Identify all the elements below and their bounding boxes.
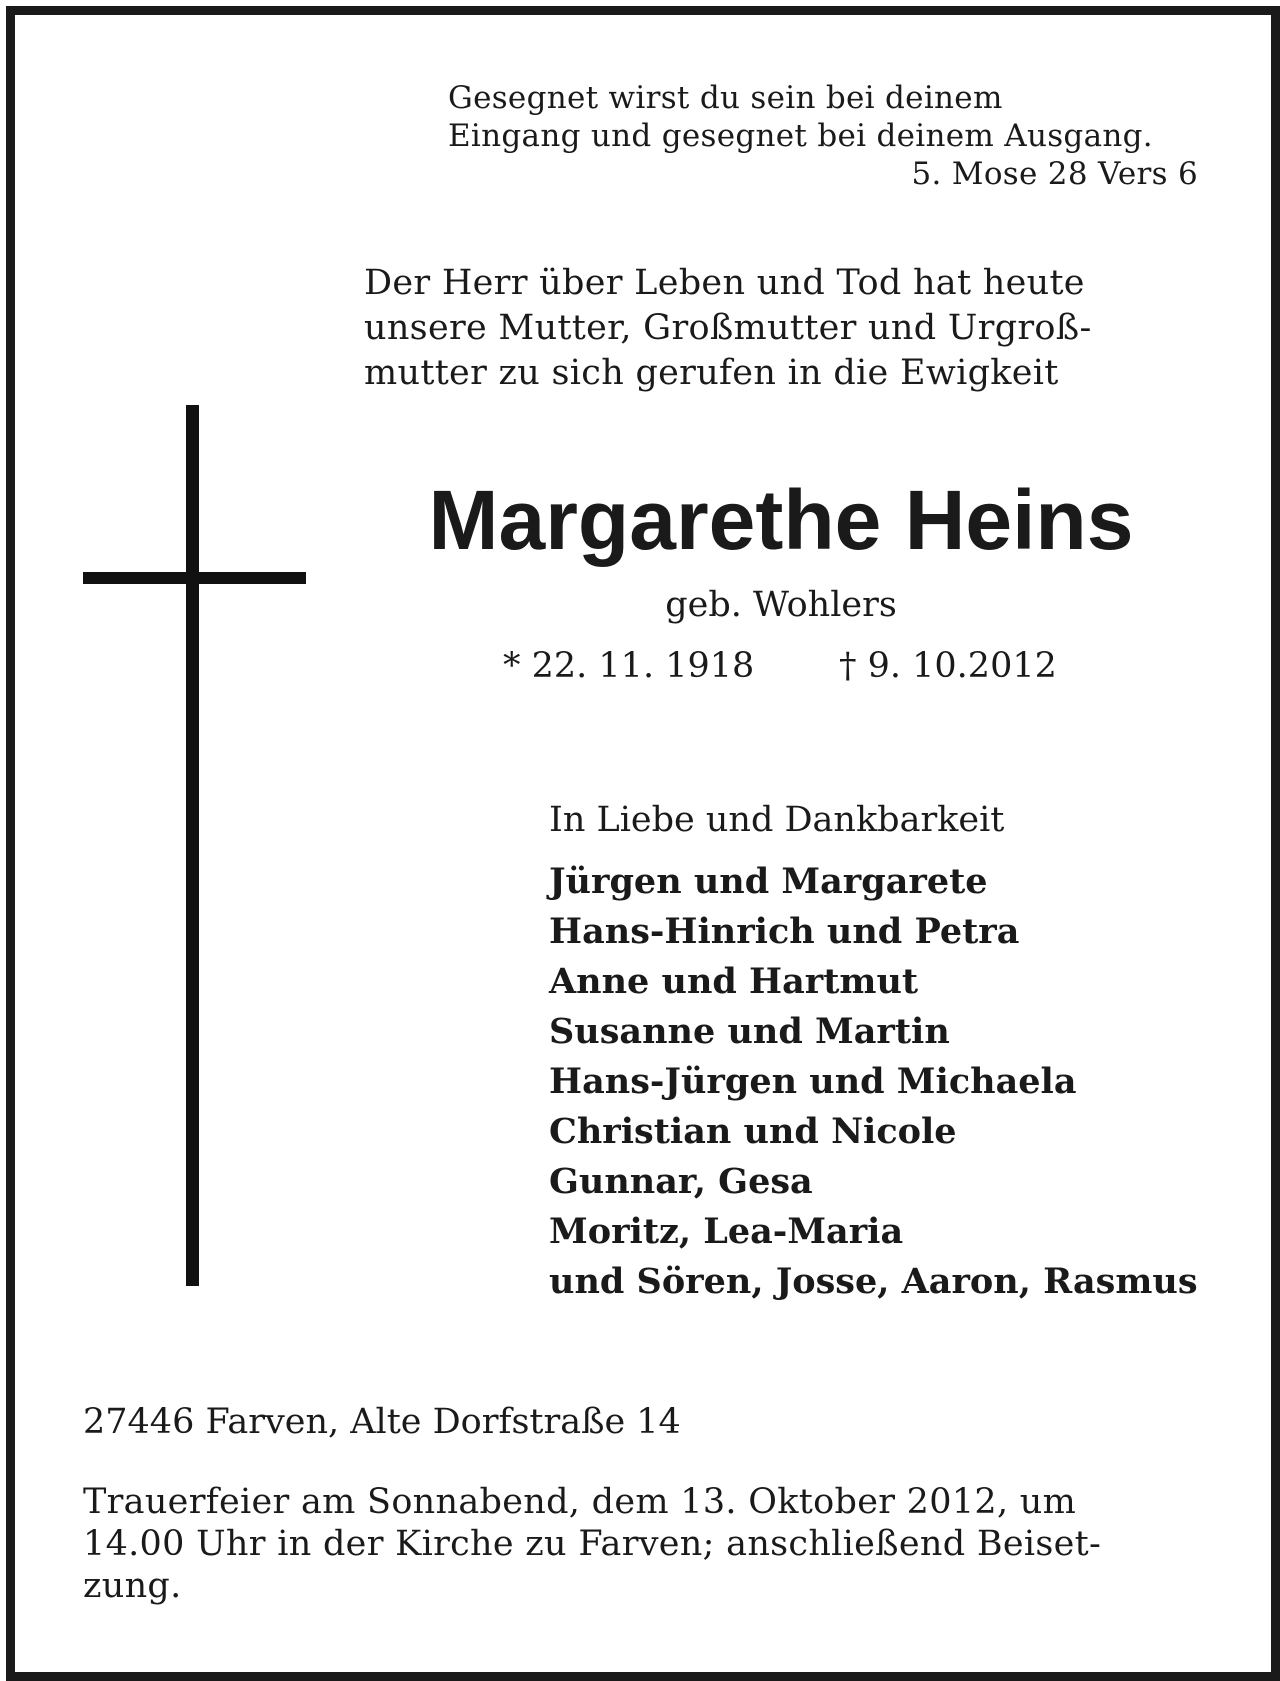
cross-icon-vertical-bar xyxy=(186,405,199,1286)
family-member: Anne und Hartmut xyxy=(549,961,919,1002)
birth-date: * 22. 11. 1918 xyxy=(503,646,755,686)
family-list xyxy=(549,857,1209,1307)
family-member: Christian und Nicole xyxy=(549,1111,957,1152)
service-line: zung. xyxy=(83,1566,182,1606)
family-member: Gunnar, Gesa xyxy=(549,1161,813,1202)
family-member: Hans-Hinrich und Petra xyxy=(549,911,1020,952)
intro-line: mutter zu sich gerufen in die Ewigkeit xyxy=(364,353,1059,393)
verse-line: Eingang und gesegnet bei deinem Ausgang. xyxy=(448,118,1153,154)
service-line: Trauerfeier am Sonnabend, dem 13. Oktober 2012, um xyxy=(83,1482,1077,1522)
verse-line: Gesegnet wirst du sein bei deinem xyxy=(448,80,1003,116)
family-member: Moritz, Lea-Maria xyxy=(549,1211,904,1252)
funeral-service-info xyxy=(83,1481,1198,1607)
service-line: 14.00 Uhr in der Kirche zu Farven; anschließend Beiset- xyxy=(83,1524,1102,1564)
cross-icon-horizontal-bar xyxy=(83,572,306,584)
family-signatures xyxy=(549,795,1209,1307)
mourner-address: 27446 Farven, Alte Dorfstraße 14 xyxy=(83,1402,681,1442)
family-member: Jürgen und Margarete xyxy=(549,861,988,902)
intro-line: unsere Mutter, Großmutter und Urgroß- xyxy=(364,308,1092,348)
family-member: Hans-Jürgen und Michaela xyxy=(549,1061,1077,1102)
intro-text xyxy=(364,261,1198,396)
intro-line: Der Herr über Leben und Tod hat heute xyxy=(364,263,1085,303)
obituary-notice xyxy=(6,6,1280,1681)
bible-verse xyxy=(448,79,1198,193)
verse-reference: 5. Mose 28 Vers 6 xyxy=(911,156,1198,192)
death-date: † 9. 10.2012 xyxy=(839,646,1057,686)
deceased-name: Margarethe Heins xyxy=(428,473,1134,567)
family-member: Susanne und Martin xyxy=(549,1011,950,1052)
family-greeting: In Liebe und Dankbarkeit xyxy=(549,800,1005,840)
maiden-name: geb. Wohlers xyxy=(665,585,897,625)
family-member: und Sören, Josse, Aaron, Rasmus xyxy=(549,1261,1198,1302)
